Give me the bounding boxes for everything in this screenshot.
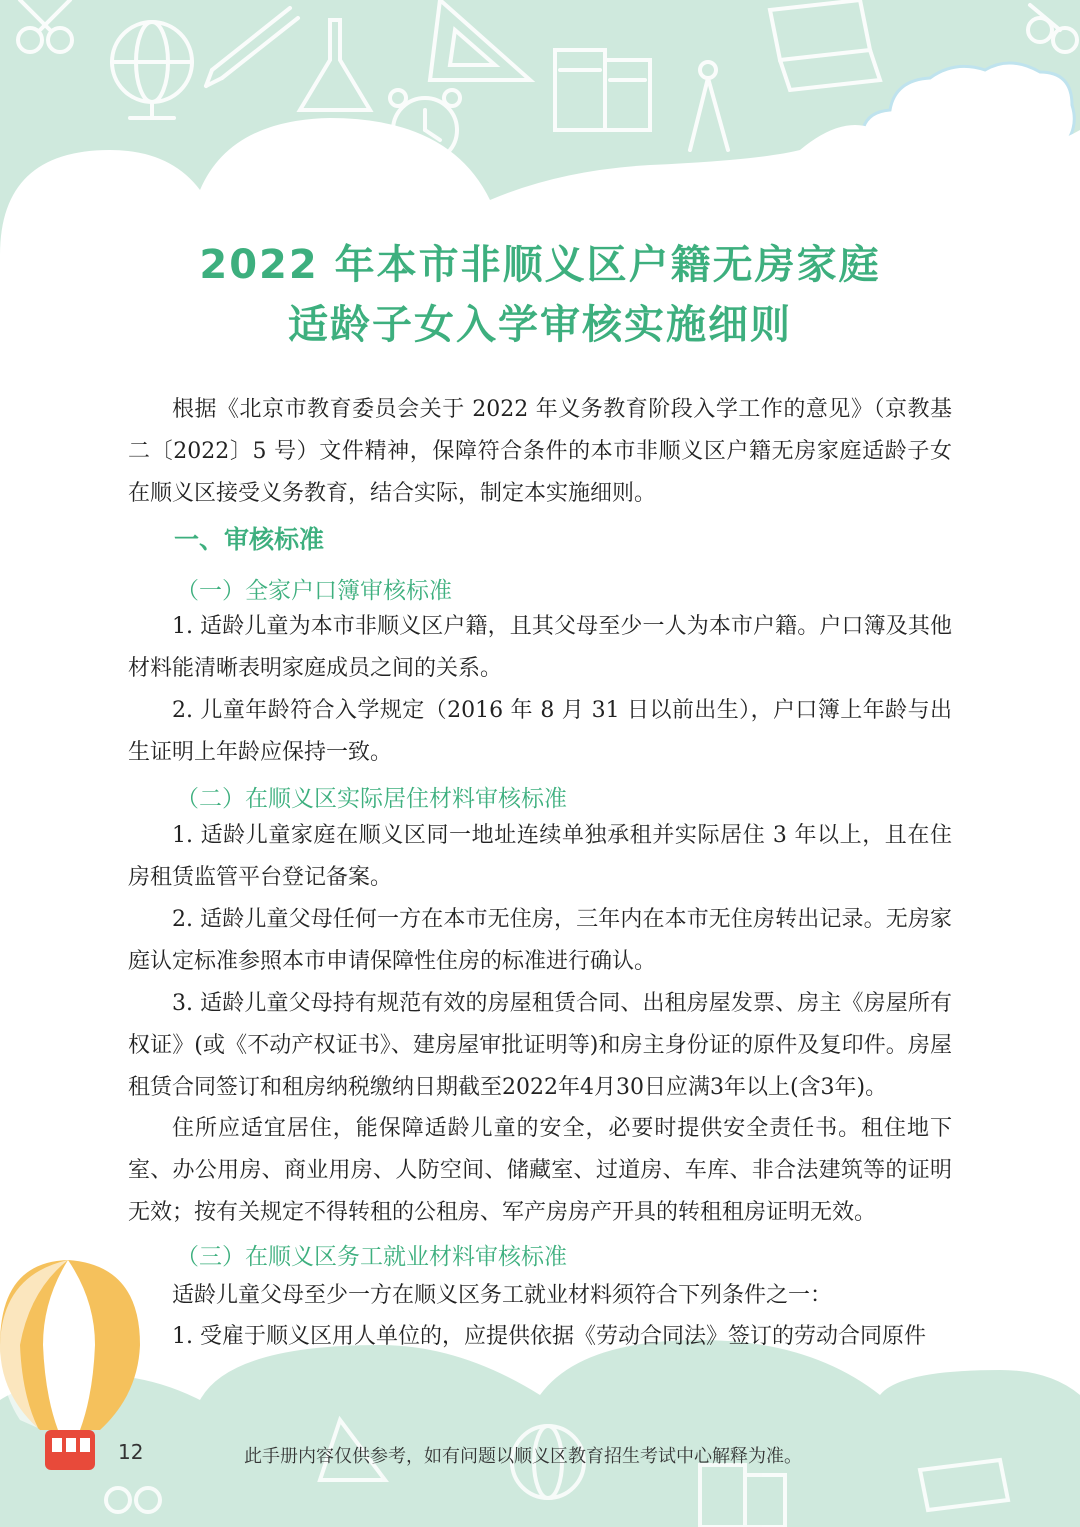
- page-title-line1: 2022 年本市非顺义区户籍无房家庭: [199, 242, 881, 288]
- paragraph-1-2: 2. 儿童年龄符合入学规定（2016 年 8 月 31 日以前出生），户口簿上年龄与出生证明上年龄应保持一致。: [128, 698, 952, 765]
- page-title-line2: 适龄子女入学审核实施细则: [288, 302, 792, 348]
- paragraph-2-4: 住所应适宜居住，能保障适龄儿童的安全，必要时提供安全责任书。租住地下室、办公用房、商业用房、人防空间、储藏室、过道房、车库、非合法建筑等的证明无效；按有关规定不得转租的公租房、军产房房产开具的转租租房证明无效。: [128, 1116, 952, 1225]
- paragraph-2-2: 2. 适龄儿童父母任何一方在本市无住房，三年内在本市无住房转出记录。无房家庭认定标准参照本市申请保障性住房的标准进行确认。: [128, 907, 952, 974]
- paragraph-3-1: 适龄儿童父母至少一方在顺义区务工就业材料须符合下列条件之一：: [172, 1283, 833, 1308]
- footer-disclaimer: 此手册内容仅供参考，如有问题以顺义区教育招生考试中心解释为准。: [244, 1446, 802, 1467]
- paragraph-2-1: 1. 适龄儿童家庭在顺义区同一地址连续单独承租并实际居住 3 年以上，且在住房租赁监管平台登记备案。: [128, 823, 952, 890]
- subsection-heading-2: （二）在顺义区实际居住材料审核标准: [176, 786, 567, 812]
- paragraph-3-2: 1. 受雇于顺义区用人单位的，应提供依据《劳动合同法》签订的劳动合同原件: [172, 1324, 926, 1349]
- page-number: 12: [118, 1440, 144, 1464]
- paragraph-1-1: 1. 适龄儿童为本市非顺义区户籍，且其父母至少一人为本市户籍。户口簿及其他材料能清晰表明家庭成员之间的关系。: [128, 614, 952, 681]
- subsection-heading-1: （一）全家户口簿审核标准: [176, 578, 452, 604]
- section-heading: 一、审核标准: [174, 525, 325, 554]
- paragraph-2-3: 3. 适龄儿童父母持有规范有效的房屋租赁合同、出租房屋发票、房主《房屋所有权证》(或《不动产权证书》、建房屋审批证明等)和房主身份证的原件及复印件。房屋租赁合同签订和租房纳税缴纳日期截至2022年4月30日应满3年以上(含3年)。: [128, 991, 952, 1100]
- intro-paragraph: 根据《北京市教育委员会关于 2022 年义务教育阶段入学工作的意见》（京教基二〔2022〕5 号）文件精神，保障符合条件的本市非顺义区户籍无房家庭适龄子女在顺义区接受义务教育，结合实际，制定本实施细则。: [128, 397, 952, 506]
- subsection-heading-3: （三）在顺义区务工就业材料审核标准: [176, 1244, 567, 1270]
